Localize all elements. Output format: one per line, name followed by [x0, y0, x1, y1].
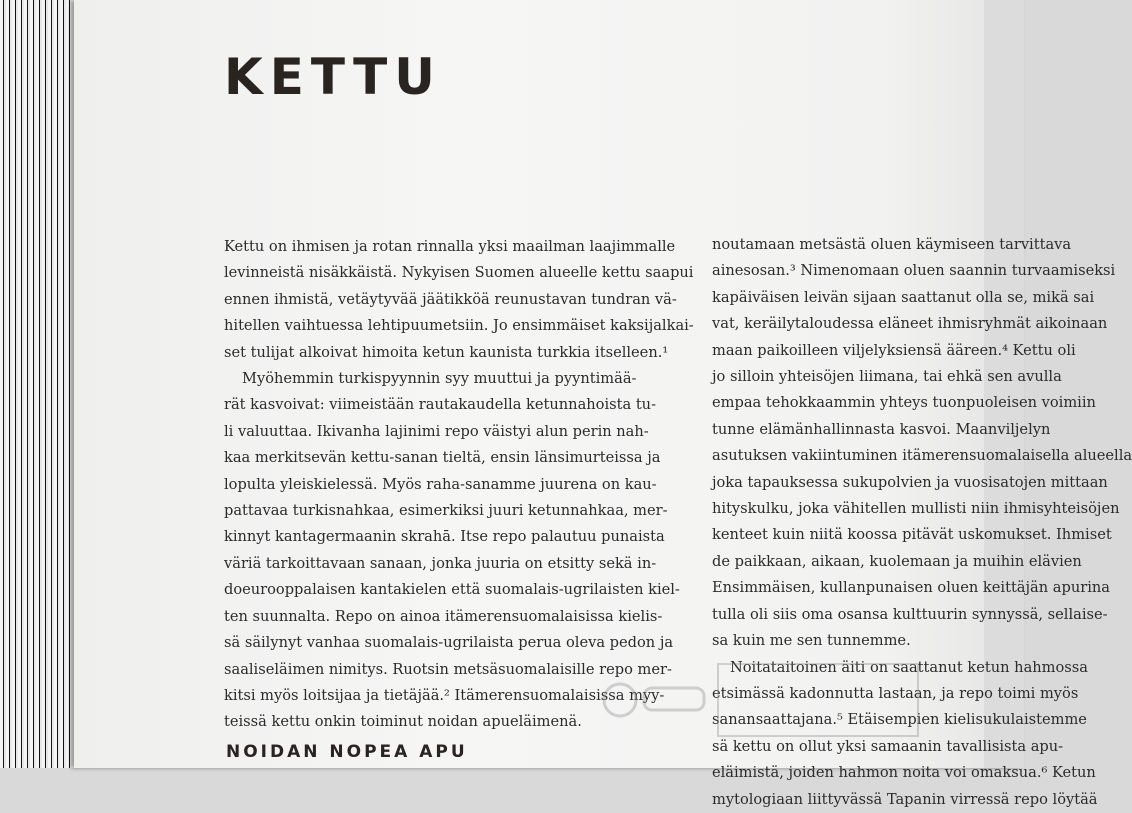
- text-line: kenteet kuin niitä koossa pitävät uskomukset. Ihmiset: [712, 526, 1112, 544]
- text-line: jo silloin yhteisöjen liimana, tai ehkä sen avulla: [712, 368, 1062, 386]
- text-line: saaliseläimen nimitys. Ruotsin metsäsuomalaisille repo mer-: [224, 660, 672, 678]
- text-line: väriä tarkoittavaan sanaan, jonka juuria on etsitty sekä in-: [224, 554, 657, 572]
- text-line: empaa tehokkaammin yhteys tuonpuoleisen voimiin: [712, 394, 1096, 412]
- chapter-title: KETTU: [224, 48, 442, 106]
- text-line: set tulijat alkoivat himoita ketun kaunista turkkia itselleen.¹: [224, 343, 669, 361]
- text-line: de paikkaan, aikaan, kuolemaan ja muihin elävien: [712, 552, 1082, 570]
- watermark-logo: [600, 660, 930, 740]
- text-line: noutamaan metsästä oluen käymiseen tarvittava: [712, 236, 1072, 253]
- text-line: mytologiaan liittyvässä Tapanin virressä repo löytää: [712, 790, 1098, 808]
- text-line: hitellen vaihtuessa lehtipuumetsiin. Jo ensimmäiset kaksijalkai-: [224, 317, 694, 335]
- text-line: tulla oli siis oma osansa kulttuurin synnyssä, sellaise-: [712, 605, 1108, 623]
- text-line: teissä kettu onkin toiminut noidan apueläimenä.: [224, 713, 582, 731]
- text-line: ennen ihmistä, vetäytyvää jäätikköä reunustavan tundran vä-: [224, 290, 677, 308]
- text-line: eläimistä, joiden hahmon noita voi omaksua.⁶ Ketun: [712, 764, 1096, 782]
- text-line: hityskulku, joka vähitellen mullisti niin ihmisyhteisöjen: [712, 500, 1120, 518]
- text-line: etsimässä kadonnutta lastaan, ja repo toimi myös: [712, 684, 1079, 702]
- text-line: asutuksen vakiintuminen itämerensuomalaisella alueella: [712, 447, 1132, 465]
- text-line: kitsi myös loitsijaa ja tietäjää.² Itämerensuomalaisissa myy-: [224, 686, 665, 704]
- text-line: sä säilynyt vanhaa suomalais-ugrilaista perua oleva pedon ja: [224, 634, 674, 652]
- text-line: ainesosan.³ Nimenomaan oluen saannin turvaamiseksi: [712, 262, 1116, 280]
- text-line: lopulta yleiskielessä. Myös raha-sanamme juurena on kau-: [224, 475, 657, 493]
- text-line: Myöhemmin turkispyynnin syy muuttui ja pyyntimää-: [242, 370, 637, 388]
- text-line: li valuuttaa. Ikivanha lajinimi repo väistyi alun perin nah-: [224, 422, 649, 440]
- text-line: pattavaa turkisnahkaa, esimerkiksi juuri ketunnahkaa, mer-: [224, 502, 668, 520]
- text-line: vat, keräilytaloudessa eläneet ihmisryhmät aikoinaan: [712, 315, 1108, 333]
- section-subheading: NOIDAN NOPEA APU: [226, 742, 468, 762]
- text-line: tunne elämänhallinnasta kasvoi. Maanviljelyn: [712, 420, 1051, 438]
- text-line: kaa merkitsevän kettu-sanan tieltä, ensin länsimurteissa ja: [224, 449, 661, 467]
- text-line: ten suunnalta. Repo on ainoa itämerensuomalaisissa kielis-: [224, 607, 663, 625]
- text-line: Kettu on ihmisen ja rotan rinnalla yksi maailman laajimmalle: [224, 238, 676, 255]
- text-line: sanansaattajana.⁵ Etäisempien kielisukulaistemme: [712, 711, 1087, 729]
- text-line: joka tapauksessa sukupolvien ja vuosisatojen mittaan: [712, 473, 1108, 491]
- text-line: kinnyt kantagermaanin skrahā. Itse repo palautuu punaista: [224, 528, 665, 546]
- text-line: sä kettu on ollut yksi samaanin tavallisista apu-: [712, 737, 1064, 755]
- text-line: maan paikoilleen viljelyksiensä ääreen.⁴ Kettu oli: [712, 341, 1076, 359]
- text-line: kapäiväisen leivän sijaan saattanut olla se, mikä sai: [712, 288, 1095, 306]
- text-line: Noitataitoinen äiti on saattanut ketun hahmossa: [730, 658, 1088, 676]
- text-line: doeurooppalaisen kantakielen että suomalais-ugrilaisten kiel-: [224, 581, 680, 599]
- text-line: Ensimmäisen, kullanpunaisen oluen keittäjän apurina: [712, 579, 1110, 597]
- text-line: rät kasvoivat: viimeistään rautakaudella ketunnahoista tu-: [224, 396, 657, 414]
- text-line: levinneistä nisäkkäistä. Nykyisen Suomen alueelle kettu saapui: [224, 264, 694, 282]
- book-page-edges: [0, 0, 80, 768]
- text-line: sa kuin me sen tunnemme.: [712, 632, 911, 650]
